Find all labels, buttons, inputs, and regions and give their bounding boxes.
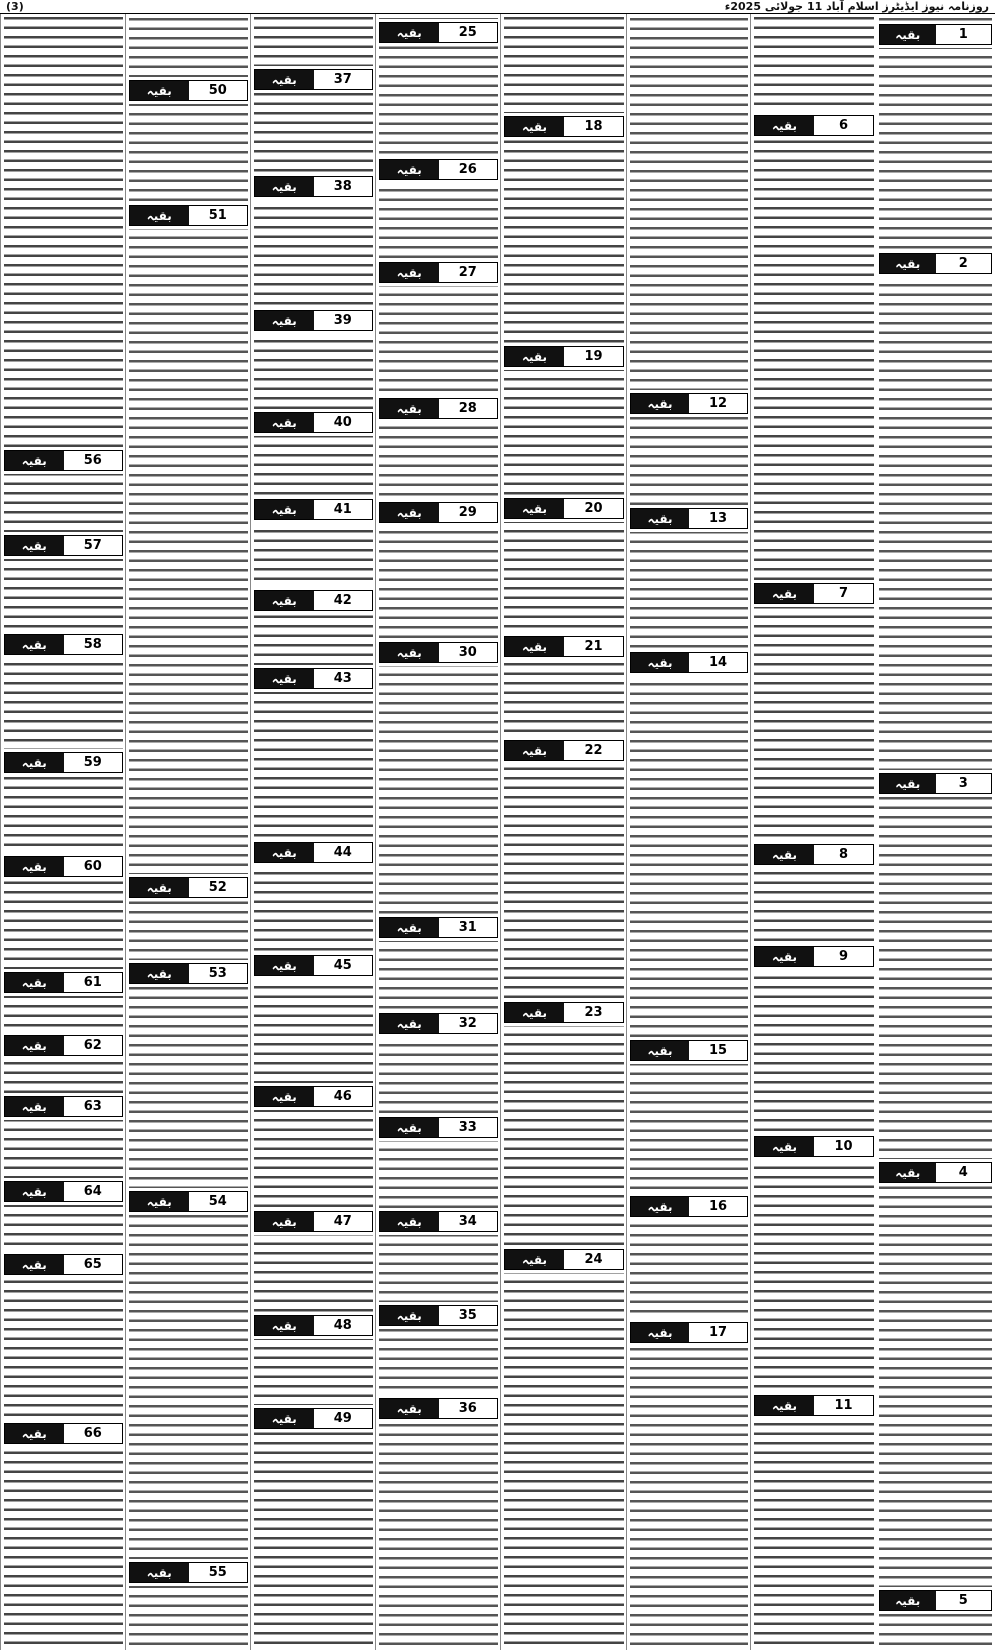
continuation-label: بقیہ [5, 1424, 64, 1443]
continuation-label: بقیہ [255, 413, 314, 432]
continuation-label: بقیہ [130, 1192, 189, 1211]
continuation-number: 41 [314, 500, 373, 519]
continuation-label: بقیہ [755, 1396, 814, 1415]
continuation-label: بقیہ [5, 857, 64, 876]
continuation-number: 1 [936, 25, 992, 44]
continuation-label: بقیہ [130, 81, 189, 100]
continuation-box [630, 1196, 748, 1217]
continuation-label: بقیہ [380, 23, 439, 42]
continuation-number: 62 [64, 1036, 123, 1055]
continuation-label: بقیہ [5, 451, 64, 470]
continuation-number: 45 [314, 956, 373, 975]
continuation-number: 20 [564, 499, 623, 518]
continuation-box [254, 1408, 373, 1429]
continuation-box [379, 1398, 498, 1419]
continuation-label: بقیہ [255, 1316, 314, 1335]
continuation-number: 63 [64, 1097, 123, 1116]
continuation-number: 53 [189, 964, 248, 983]
continuation-box [379, 262, 498, 283]
continuation-box [129, 205, 248, 226]
continuation-number: 9 [814, 947, 873, 966]
continuation-number: 26 [439, 160, 498, 179]
continuation-box [379, 1211, 498, 1232]
continuation-number: 22 [564, 741, 623, 760]
continuation-box [4, 450, 123, 471]
continuation-number: 29 [439, 503, 498, 522]
continuation-box [129, 80, 248, 101]
continuation-box [379, 398, 498, 419]
continuation-label: بقیہ [380, 1399, 439, 1418]
continuation-box [379, 1013, 498, 1034]
continuation-box [754, 1136, 874, 1157]
continuation-box [504, 740, 624, 761]
continuation-label: بقیہ [255, 1212, 314, 1231]
continuation-label: بقیہ [631, 394, 689, 413]
continuation-box [254, 310, 373, 331]
continuation-box [379, 159, 498, 180]
continuation-label: بقیہ [631, 1041, 689, 1060]
continuation-box [630, 1040, 748, 1061]
continuation-number: 56 [64, 451, 123, 470]
continuation-number: 48 [314, 1316, 373, 1335]
continuation-number: 60 [64, 857, 123, 876]
continuation-number: 34 [439, 1212, 498, 1231]
continuation-box [504, 1249, 624, 1270]
continuation-number: 2 [936, 254, 992, 273]
continuation-label: بقیہ [880, 25, 936, 44]
continuation-label: بقیہ [631, 1323, 689, 1342]
continuation-number: 36 [439, 1399, 498, 1418]
news-column [500, 14, 627, 1650]
continuation-number: 15 [689, 1041, 747, 1060]
continuation-number: 32 [439, 1014, 498, 1033]
continuation-number: 19 [564, 347, 623, 366]
continuation-box [254, 176, 373, 197]
continuation-label: بقیہ [5, 536, 64, 555]
continuation-number: 10 [814, 1137, 873, 1156]
continuation-label: بقیہ [505, 741, 564, 760]
continuation-box [4, 1254, 123, 1275]
continuation-label: بقیہ [5, 973, 64, 992]
continuation-number: 52 [189, 878, 248, 897]
continuation-box [379, 1117, 498, 1138]
continuation-box [4, 752, 123, 773]
continuation-box [379, 917, 498, 938]
continuation-label: بقیہ [880, 254, 936, 273]
continuation-box [754, 115, 874, 136]
continuation-number: 18 [564, 117, 623, 136]
continuation-label: بقیہ [5, 1097, 64, 1116]
continuation-box [379, 642, 498, 663]
continuation-label: بقیہ [380, 1014, 439, 1033]
continuation-box [254, 590, 373, 611]
continuation-number: 47 [314, 1212, 373, 1231]
continuation-label: بقیہ [380, 643, 439, 662]
continuation-box [254, 69, 373, 90]
continuation-label: بقیہ [755, 947, 814, 966]
continuation-label: بقیہ [755, 116, 814, 135]
continuation-box [254, 955, 373, 976]
continuation-box [879, 1162, 992, 1183]
continuation-number: 38 [314, 177, 373, 196]
continuation-box [630, 1322, 748, 1343]
continuation-number: 61 [64, 973, 123, 992]
continuation-number: 7 [814, 584, 873, 603]
continuation-number: 49 [314, 1409, 373, 1428]
continuation-box [129, 877, 248, 898]
continuation-number: 50 [189, 81, 248, 100]
news-column [876, 14, 995, 1650]
continuation-box [4, 634, 123, 655]
continuation-label: بقیہ [5, 1036, 64, 1055]
continuation-number: 35 [439, 1306, 498, 1325]
continuation-box [129, 963, 248, 984]
continuation-box [254, 412, 373, 433]
continuation-box [129, 1191, 248, 1212]
continuation-box [129, 1562, 248, 1583]
continuation-label: بقیہ [255, 843, 314, 862]
page-header [0, 0, 995, 14]
continuation-box [504, 116, 624, 137]
continuation-label: بقیہ [380, 1118, 439, 1137]
continuation-number: 17 [689, 1323, 747, 1342]
continuation-number: 64 [64, 1182, 123, 1201]
continuation-label: بقیہ [755, 584, 814, 603]
masthead: روزنامہ نیوز ایڈیٹرز اسلام آباد 11 جولائی 2025ء [724, 0, 989, 13]
continuation-number: 13 [689, 509, 747, 528]
column-body-text [129, 14, 248, 1650]
continuation-number: 66 [64, 1424, 123, 1443]
continuation-label: بقیہ [130, 1563, 189, 1582]
continuation-number: 3 [936, 774, 992, 793]
continuation-number: 43 [314, 669, 373, 688]
continuation-label: بقیہ [255, 956, 314, 975]
continuation-label: بقیہ [505, 499, 564, 518]
continuation-number: 51 [189, 206, 248, 225]
continuation-number: 40 [314, 413, 373, 432]
continuation-box [504, 346, 624, 367]
continuation-box [254, 1086, 373, 1107]
continuation-number: 28 [439, 399, 498, 418]
continuation-label: بقیہ [255, 669, 314, 688]
continuation-number: 8 [814, 845, 873, 864]
news-column [750, 14, 877, 1650]
continuation-number: 21 [564, 637, 623, 656]
continuation-box [754, 844, 874, 865]
continuation-label: بقیہ [505, 1003, 564, 1022]
continuation-number: 39 [314, 311, 373, 330]
continuation-label: بقیہ [380, 399, 439, 418]
news-column [250, 14, 376, 1650]
continuation-box [254, 499, 373, 520]
continuation-number: 55 [189, 1563, 248, 1582]
continuation-label: بقیہ [631, 509, 689, 528]
continuation-box [379, 502, 498, 523]
columns-area [0, 14, 995, 1650]
continuation-box [4, 1423, 123, 1444]
news-column [626, 14, 751, 1650]
continuation-number: 4 [936, 1163, 992, 1182]
continuation-box [504, 498, 624, 519]
continuation-box [630, 508, 748, 529]
page-number: (3) [6, 0, 24, 13]
continuation-label: بقیہ [130, 878, 189, 897]
continuation-box [630, 652, 748, 673]
continuation-box [4, 1035, 123, 1056]
continuation-label: بقیہ [5, 635, 64, 654]
continuation-box [4, 856, 123, 877]
continuation-number: 31 [439, 918, 498, 937]
continuation-label: بقیہ [255, 1409, 314, 1428]
continuation-label: بقیہ [380, 1306, 439, 1325]
continuation-box [754, 583, 874, 604]
continuation-label: بقیہ [380, 503, 439, 522]
continuation-box [879, 253, 992, 274]
continuation-number: 27 [439, 263, 498, 282]
continuation-number: 23 [564, 1003, 623, 1022]
continuation-box [379, 1305, 498, 1326]
continuation-number: 11 [814, 1396, 873, 1415]
continuation-box [254, 668, 373, 689]
continuation-label: بقیہ [130, 964, 189, 983]
continuation-box [254, 1315, 373, 1336]
continuation-label: بقیہ [255, 311, 314, 330]
continuation-label: بقیہ [255, 70, 314, 89]
continuation-box [4, 972, 123, 993]
continuation-label: بقیہ [505, 117, 564, 136]
continuation-number: 14 [689, 653, 747, 672]
continuation-label: بقیہ [380, 1212, 439, 1231]
continuation-label: بقیہ [505, 637, 564, 656]
continuation-label: بقیہ [380, 918, 439, 937]
continuation-label: بقیہ [631, 653, 689, 672]
continuation-label: بقیہ [380, 263, 439, 282]
continuation-number: 24 [564, 1250, 623, 1269]
continuation-label: بقیہ [631, 1197, 689, 1216]
continuation-number: 57 [64, 536, 123, 555]
continuation-box [504, 636, 624, 657]
continuation-box [4, 535, 123, 556]
continuation-box [4, 1096, 123, 1117]
continuation-label: بقیہ [880, 774, 936, 793]
continuation-box [254, 842, 373, 863]
continuation-box [879, 1590, 992, 1611]
continuation-label: بقیہ [880, 1163, 936, 1182]
continuation-label: بقیہ [755, 1137, 814, 1156]
continuation-label: بقیہ [130, 206, 189, 225]
column-body-text [4, 14, 123, 1650]
continuation-number: 42 [314, 591, 373, 610]
continuation-label: بقیہ [5, 753, 64, 772]
continuation-label: بقیہ [505, 1250, 564, 1269]
news-column [0, 14, 126, 1650]
continuation-box [754, 946, 874, 967]
continuation-label: بقیہ [880, 1591, 936, 1610]
continuation-box [630, 393, 748, 414]
continuation-box [754, 1395, 874, 1416]
continuation-number: 30 [439, 643, 498, 662]
continuation-number: 58 [64, 635, 123, 654]
continuation-box [504, 1002, 624, 1023]
continuation-label: بقیہ [505, 347, 564, 366]
column-body-text [504, 14, 624, 1650]
column-body-text [630, 14, 748, 1650]
continuation-number: 6 [814, 116, 873, 135]
continuation-label: بقیہ [755, 845, 814, 864]
news-column [375, 14, 501, 1650]
continuation-label: بقیہ [255, 591, 314, 610]
continuation-box [879, 24, 992, 45]
continuation-number: 44 [314, 843, 373, 862]
continuation-number: 25 [439, 23, 498, 42]
continuation-label: بقیہ [5, 1182, 64, 1201]
news-column [125, 14, 251, 1650]
continuation-label: بقیہ [255, 1087, 314, 1106]
continuation-label: بقیہ [5, 1255, 64, 1274]
continuation-number: 37 [314, 70, 373, 89]
continuation-box [379, 22, 498, 43]
continuation-number: 65 [64, 1255, 123, 1274]
continuation-number: 12 [689, 394, 747, 413]
continuation-number: 54 [189, 1192, 248, 1211]
continuation-label: بقیہ [255, 500, 314, 519]
continuation-number: 33 [439, 1118, 498, 1137]
continuation-label: بقیہ [380, 160, 439, 179]
continuation-box [879, 773, 992, 794]
continuation-number: 5 [936, 1591, 992, 1610]
continuation-number: 59 [64, 753, 123, 772]
continuation-number: 46 [314, 1087, 373, 1106]
continuation-box [4, 1181, 123, 1202]
continuation-number: 16 [689, 1197, 747, 1216]
continuation-box [254, 1211, 373, 1232]
continuation-label: بقیہ [255, 177, 314, 196]
